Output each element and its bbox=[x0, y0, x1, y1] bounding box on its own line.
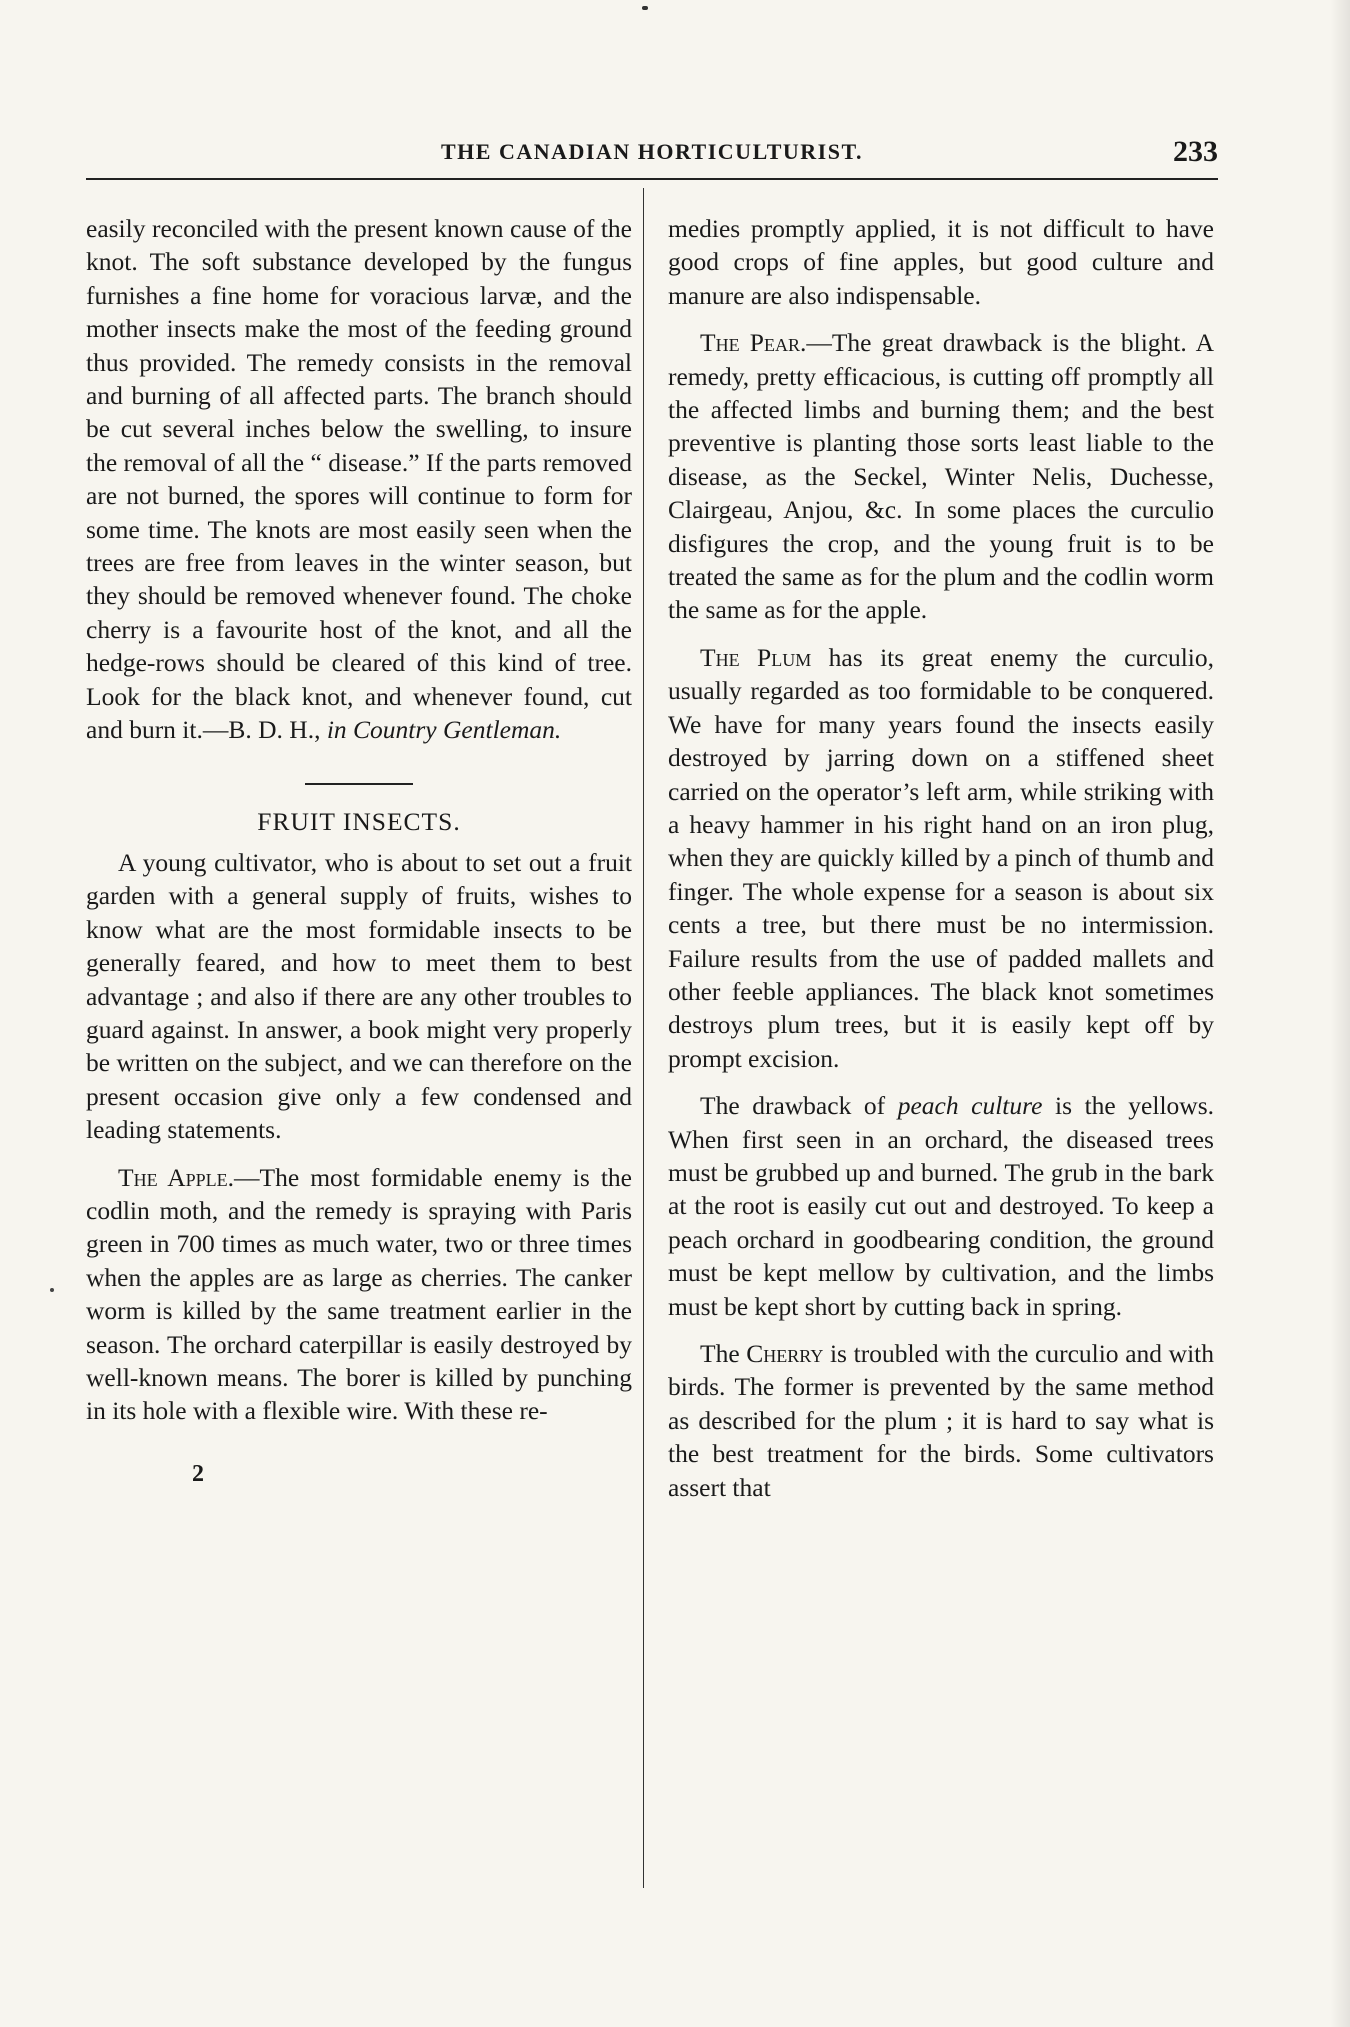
source-citation: in Country Gentleman. bbox=[326, 715, 562, 745]
page-number: 233 bbox=[1173, 135, 1218, 168]
paragraph-text: easily reconciled with the present known cause of the knot. The soft substance developed by the fungus furnishes a fine home for voracious larvæ, and the mother insects make the most of the feeding ground thus provided. The remedy consists in the removal and burning of all affected parts. The branch should be cut several inches below the swelling, to insure the removal of all the “ disease.” If the parts removed are not burned, the spores will continue to form for some time. The knots are most easily seen when the trees are free from leaves in the winter season, but they should be removed whenever found. The choke cherry is a favourite host of the knot, and all the hedge-rows should be cleared of this kind of tree. Look for the black knot, and whenever found, cut and burn it.—B. D. H., bbox=[86, 214, 632, 745]
paragraph bbox=[86, 1161, 632, 1428]
header-rule bbox=[86, 178, 1218, 180]
left-column bbox=[86, 212, 632, 1491]
column-rule bbox=[643, 188, 644, 1888]
paragraph-text: The drawback of bbox=[700, 1091, 898, 1121]
signature-mark: 2 bbox=[192, 1460, 204, 1487]
paragraph bbox=[668, 1089, 1214, 1323]
ink-speck bbox=[50, 1288, 54, 1292]
paragraph-text: —The great drawback is the blight. A remedy, pretty efficacious, is cutting off promptly all the affected limbs and burning them; and the best preventive is planting those sorts least liable to the disease, as the Seckel, Winter Nelis, Duchesse, Clairgeau, Anjou, &c. In some places the curculio disfigures the crop, and the young fruit is to be treated the same as for the plum and the codlin worm the same as for the apple. bbox=[668, 328, 1214, 625]
run-in-heading: The Apple. bbox=[118, 1162, 235, 1192]
paragraph bbox=[668, 641, 1214, 1075]
paragraph-text: —The most formidable enemy is the codlin moth, and the remedy is spraying with Paris green in 700 times as much water, two or three times when the apples are as large as cherries. The canker worm is killed by the same treatment earlier in the season. The orchard caterpillar is easily destroyed by well-known means. The borer is killed by punching in its hole with a flexible wire. With these re- bbox=[86, 1162, 632, 1426]
section-title: FRUIT INSECTS. bbox=[257, 806, 461, 836]
paragraph bbox=[86, 212, 632, 747]
page-header bbox=[86, 135, 1218, 175]
run-in-heading: Cherry bbox=[746, 1339, 824, 1368]
paragraph-text: is troubled with the curculio and with birds. The former is prevented by the same method as described for the plum ; it is hard to say what is the best treatment for the birds. Some cultivators assert that bbox=[668, 1339, 1214, 1502]
paragraph-text: is the yellows. When first seen in an orchard, the diseased trees must be grubbed up and burned. The grub in the bark at the root is easily cut out and destroyed. To keep a peach orchard in goodbearing condition, the ground must be kept mellow by cultivation, and the limbs must be kept short by cutting back in spring. bbox=[668, 1091, 1214, 1321]
run-in-heading: The Plum bbox=[700, 642, 812, 672]
page-edge-shadow bbox=[1330, 0, 1350, 2027]
run-in-heading: The Pear. bbox=[700, 328, 807, 358]
right-column bbox=[668, 212, 1214, 1504]
emphasis: peach culture bbox=[897, 1091, 1043, 1121]
section-separator bbox=[305, 783, 413, 785]
running-head: THE CANADIAN HORTICULTURIST. bbox=[440, 139, 864, 164]
paragraph bbox=[668, 1337, 1214, 1504]
ink-speck bbox=[642, 6, 648, 10]
paragraph bbox=[668, 326, 1214, 627]
paragraph: A young cultivator, who is about to set out a fruit garden with a general supply of fruits, wishes to know what are the most formidable insects to be generally feared, and how to meet them to best advantage ; and also if there are any other troubles to guard against. In answer, a book might very properly be written on the subject, and we can therefore on the present occasion give only a few condensed and leading statements. bbox=[86, 847, 632, 1145]
paragraph-text: has its great enemy the curculio, usually regarded as too formidable to be conquered. We have for many years found the insects easily destroyed by jarring down on a stiffened sheet carried on the operator’s left arm, while striking with a heavy hammer in his right hand on an iron plug, when they are quickly killed by a pinch of thumb and finger. The whole expense for a season is about six cents a tree, but there must be no intermission. Failure results from the use of padded mallets and other feeble appliances. The black knot sometimes destroys plum trees, but it is easily kept off by prompt excision. bbox=[668, 642, 1214, 1073]
paragraph: medies promptly applied, it is not difficult to have good crops of fine apples, but good culture and manure are also indispensable. bbox=[668, 214, 1214, 310]
paragraph-text: The bbox=[700, 1339, 747, 1368]
